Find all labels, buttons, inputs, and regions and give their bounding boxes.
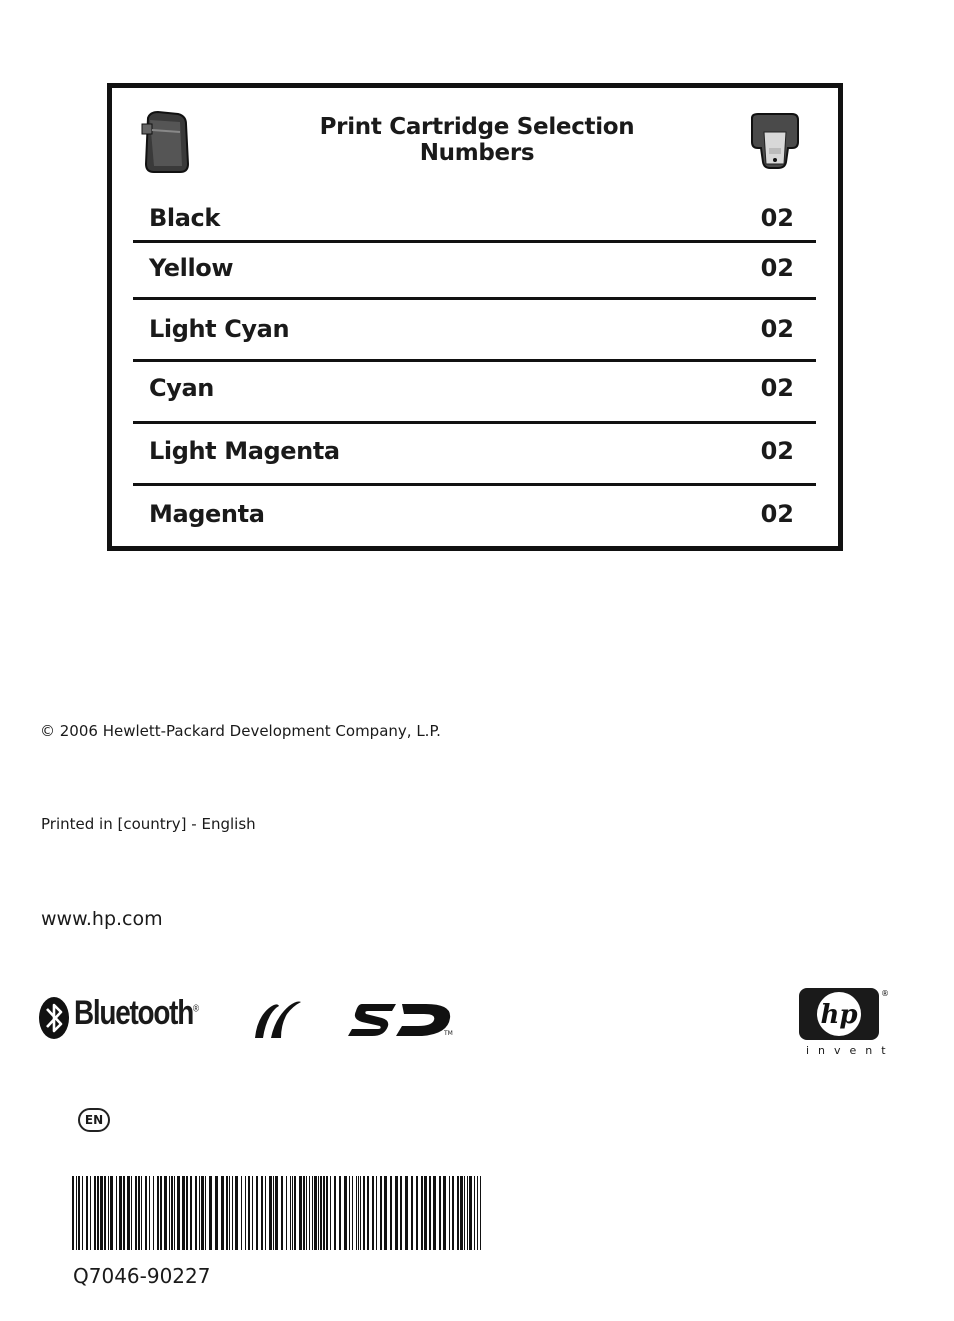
hp-wordmark: hp	[820, 1000, 858, 1030]
bluetooth-logo	[38, 994, 198, 1044]
hp-logo	[797, 986, 891, 1046]
cartridge-row	[133, 424, 816, 481]
row-color-label: Magenta	[149, 500, 265, 528]
row-color-label: Light Cyan	[149, 315, 290, 343]
bluetooth-icon	[38, 996, 70, 1040]
copyright-notice: © 2006 Hewlett-Packard Development Company, L.P.	[40, 722, 441, 740]
part-number: Q7046-90227	[73, 1264, 211, 1288]
pictbridge-logo	[253, 998, 303, 1044]
language-badge: EN	[78, 1108, 110, 1132]
hp-tagline: invent	[806, 1044, 895, 1057]
row-selection-number: 02	[760, 500, 794, 528]
row-selection-number: 02	[760, 315, 794, 343]
cartridge-row	[133, 486, 816, 543]
row-color-label: Light Magenta	[149, 437, 340, 465]
cartridge-selection-panel	[107, 83, 843, 551]
barcode	[72, 1176, 488, 1254]
sd-card-logo	[348, 1000, 458, 1044]
hp-registered: ®	[881, 989, 889, 998]
ink-cartridge-icon	[140, 110, 192, 178]
row-selection-number: 02	[760, 437, 794, 465]
row-color-label: Yellow	[149, 254, 234, 282]
row-selection-number: 02	[760, 374, 794, 402]
bluetooth-wordmark: Bluetooth®	[74, 994, 198, 1032]
website-url: www.hp.com	[41, 908, 163, 930]
row-selection-number: 02	[760, 204, 794, 232]
sd-trademark: TM	[444, 1030, 453, 1037]
cartridge-row	[133, 362, 816, 419]
row-color-label: Cyan	[149, 374, 214, 402]
cartridge-row	[133, 300, 816, 357]
panel-title: Print Cartridge Selection Numbers	[319, 114, 635, 166]
cartridge-row	[133, 238, 816, 295]
cartridge-nozzle-icon	[748, 112, 802, 174]
printed-in-line: Printed in [country] - English	[41, 815, 256, 833]
cartridge-row	[133, 194, 816, 238]
row-selection-number: 02	[760, 254, 794, 282]
row-color-label: Black	[149, 204, 220, 232]
